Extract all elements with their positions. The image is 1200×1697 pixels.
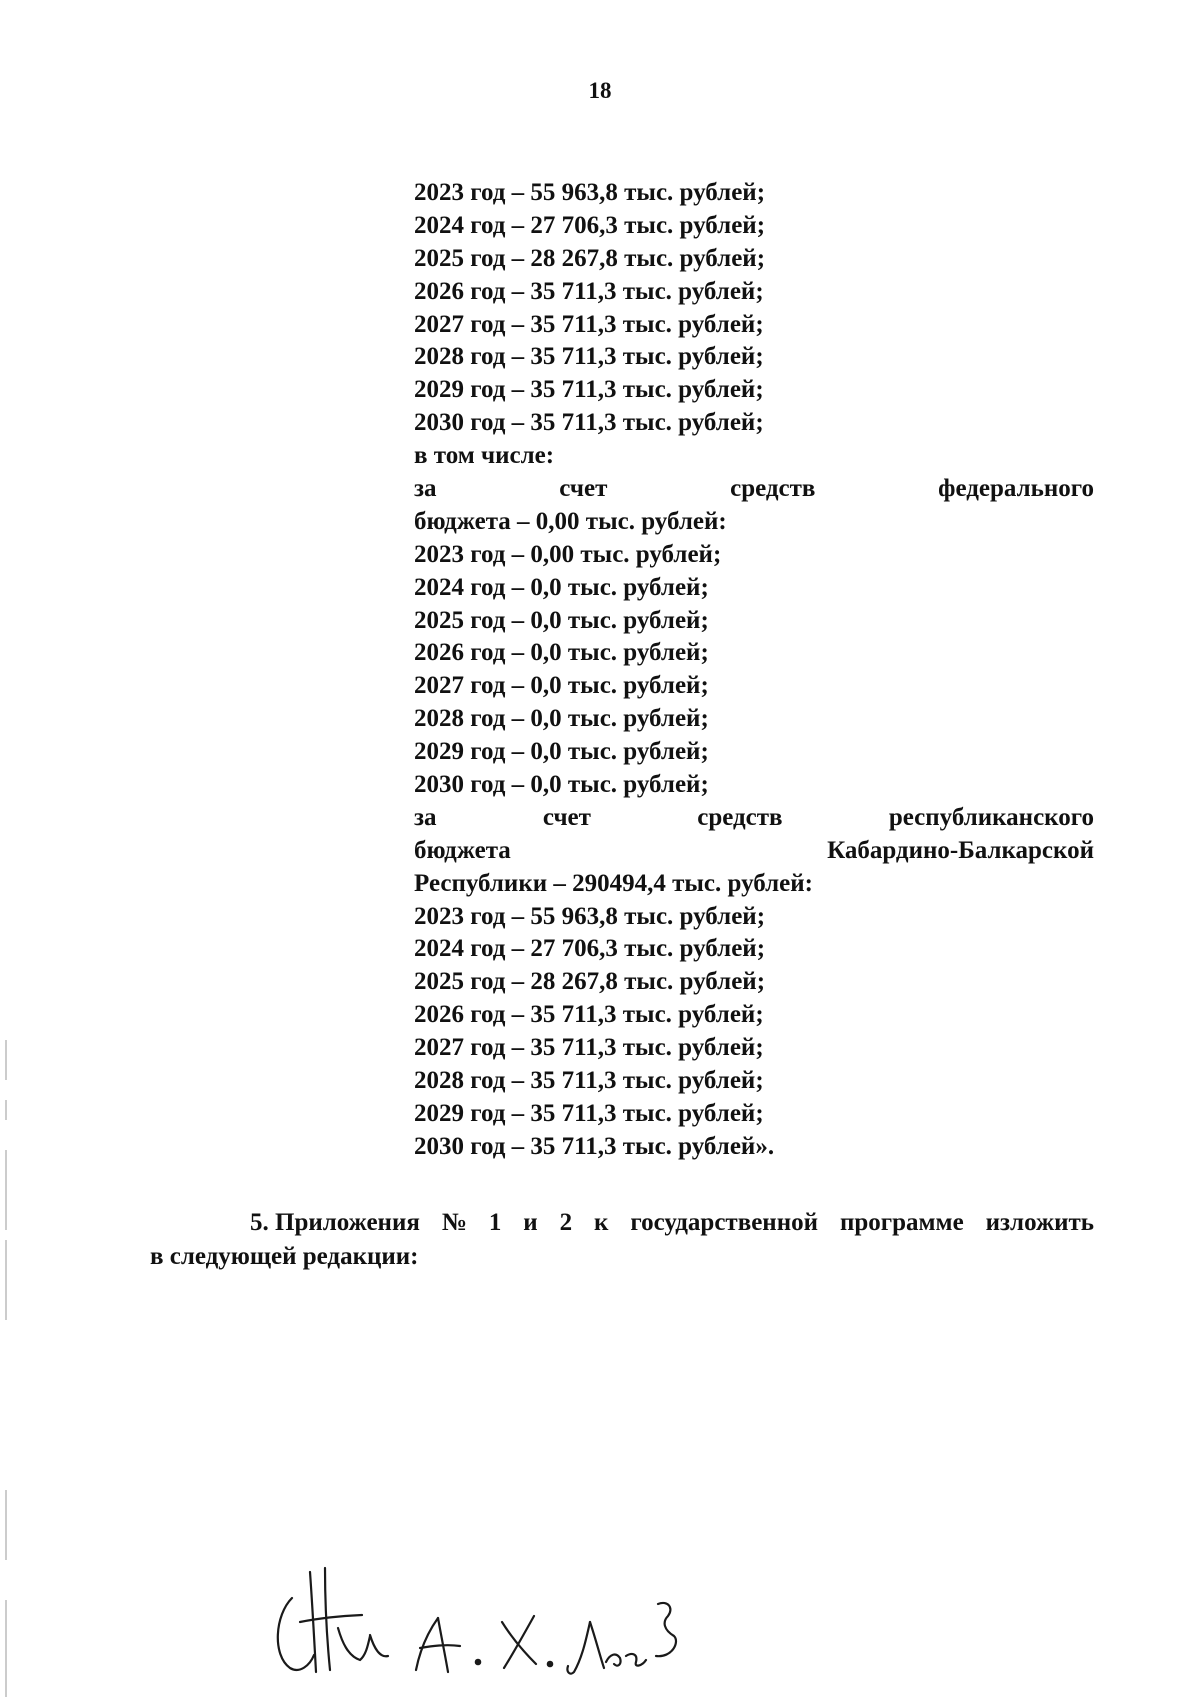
paragraph-word: программе xyxy=(839,1209,964,1236)
federal-line-2026: 2026 год – 0,0 тыс. рублей; xyxy=(414,639,709,667)
federal-heading-word: федерального xyxy=(938,475,1094,503)
federal-heading-word: счет xyxy=(559,475,608,503)
republican-heading-word: бюджета xyxy=(414,836,511,864)
federal-line-2023: 2023 год – 0,00 тыс. рублей; xyxy=(414,540,722,568)
total-line-2026: 2026 год – 35 711,3 тыс. рублей; xyxy=(414,277,764,305)
paragraph-5-second-line: в следующей редакции: xyxy=(150,1243,419,1270)
republican-heading xyxy=(414,802,1094,835)
republican-line-2023: 2023 год – 55 963,8 тыс. рублей; xyxy=(414,902,766,930)
scan-edge-marks xyxy=(0,1040,12,1697)
paragraph-word: и xyxy=(523,1209,538,1236)
federal-heading-tail: бюджета – 0,00 тыс. рублей: xyxy=(414,507,727,535)
republican-line-2028: 2028 год – 35 711,3 тыс. рублей; xyxy=(414,1067,764,1095)
paragraph-word: 5. Приложения xyxy=(250,1209,420,1236)
federal-line-2030: 2030 год – 0,0 тыс. рублей; xyxy=(414,771,709,799)
paragraph-word: 2 xyxy=(559,1209,573,1236)
federal-heading-word: средств xyxy=(730,475,816,503)
republican-heading-tail: Республики – 290494,4 тыс. рублей: xyxy=(414,869,813,897)
total-line-2030: 2030 год – 35 711,3 тыс. рублей; xyxy=(414,409,764,437)
republican-line-2029: 2029 год – 35 711,3 тыс. рублей; xyxy=(414,1099,764,1127)
federal-line-2027: 2027 год – 0,0 тыс. рублей; xyxy=(414,672,709,700)
republican-line-2026: 2026 год – 35 711,3 тыс. рублей; xyxy=(414,1001,764,1029)
republican-heading-word: счет xyxy=(542,803,591,831)
paragraph-5-first-line xyxy=(150,1206,1094,1240)
federal-heading-word: за xyxy=(414,475,437,503)
paragraph-word: 1 xyxy=(488,1209,502,1236)
paragraph-word: государственной xyxy=(630,1209,819,1236)
federal-line-2029: 2029 год – 0,0 тыс. рублей; xyxy=(414,738,709,766)
republican-heading-word: средств xyxy=(697,803,783,831)
republican-heading-2 xyxy=(414,835,1094,868)
paragraph-word: № xyxy=(441,1209,467,1236)
paragraph-word: изложить xyxy=(985,1209,1094,1236)
federal-line-2028: 2028 год – 0,0 тыс. рублей; xyxy=(414,705,709,733)
total-line-2025: 2025 год – 28 267,8 тыс. рублей; xyxy=(414,244,766,272)
paragraph-word: к xyxy=(594,1209,609,1236)
total-line-2028: 2028 год – 35 711,3 тыс. рублей; xyxy=(414,343,764,371)
republican-heading-word: за xyxy=(414,803,437,831)
federal-line-2025: 2025 год – 0,0 тыс. рублей; xyxy=(414,606,709,634)
total-line-2027: 2027 год – 35 711,3 тыс. рублей; xyxy=(414,310,764,338)
paragraph-5 xyxy=(150,1206,1094,1274)
total-line-2024: 2024 год – 27 706,3 тыс. рублей; xyxy=(414,211,766,239)
federal-line-2024: 2024 год – 0,0 тыс. рублей; xyxy=(414,573,709,601)
page-number: 18 xyxy=(588,78,612,103)
republican-line-2024: 2024 год – 27 706,3 тыс. рублей; xyxy=(414,935,766,963)
total-line-2023: 2023 год – 55 963,8 тыс. рублей; xyxy=(414,179,766,206)
total-line-2029: 2029 год – 35 711,3 тыс. рублей; xyxy=(414,376,764,404)
republican-line-2030: 2030 год – 35 711,3 тыс. рублей». xyxy=(414,1132,775,1160)
republican-line-2025: 2025 год – 28 267,8 тыс. рублей; xyxy=(414,968,766,996)
including-label: в том числе: xyxy=(414,442,555,470)
republican-heading-word: Кабардино-Балкарской xyxy=(827,836,1094,864)
federal-heading xyxy=(414,473,1094,506)
republican-heading-word: республиканского xyxy=(888,803,1094,831)
funding-block xyxy=(414,177,1094,1164)
handwritten-signature xyxy=(270,1560,750,1680)
republican-line-2027: 2027 год – 35 711,3 тыс. рублей; xyxy=(414,1034,764,1062)
